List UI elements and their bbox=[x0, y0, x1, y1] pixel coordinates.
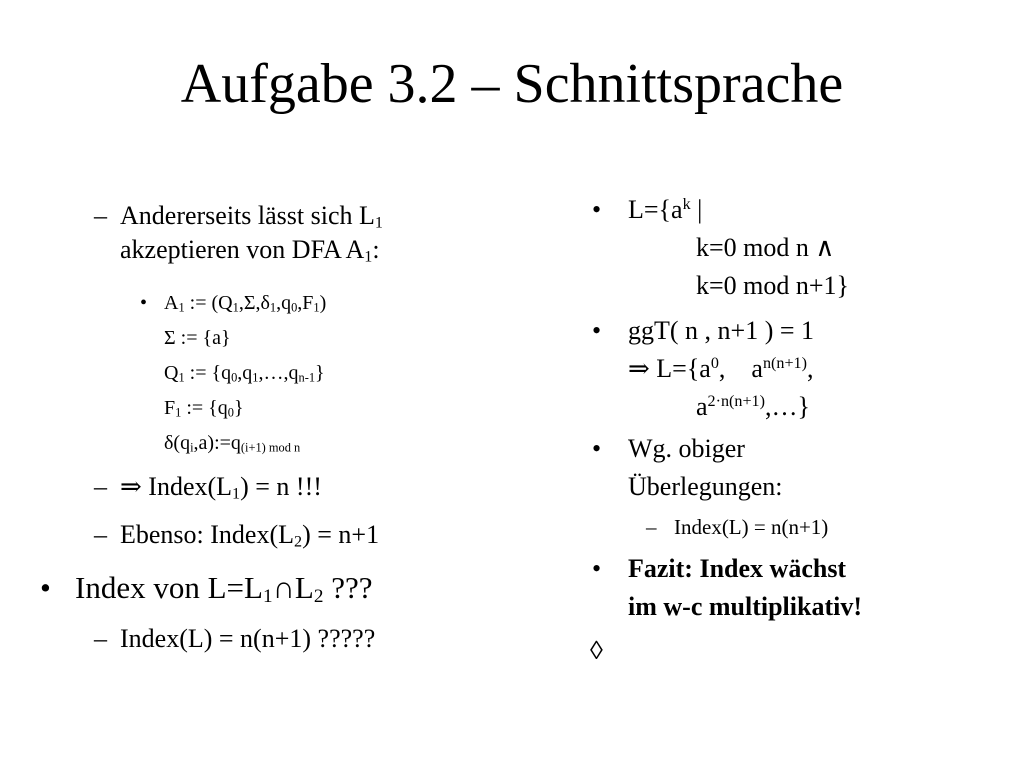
end-of-proof-symbol: ◊ bbox=[590, 636, 603, 665]
def-q: $Q_1$ := $\{q_0,q_1,\dots,q_{n-1}\}$ bbox=[164, 362, 325, 385]
dfa-definition bbox=[164, 286, 326, 461]
left-item-4: Index(L) = n(n+1) ????? bbox=[120, 624, 376, 653]
bullet-marker: • bbox=[592, 554, 602, 583]
dash-marker: – bbox=[94, 201, 107, 230]
bullet-marker: • bbox=[592, 434, 602, 463]
def-delta: $\delta(q_i,a):=q_{(i+1) mod n}$ bbox=[164, 432, 301, 455]
right-bullet-2: ggT( n , n+1 ) = 1 ⇒ $L=\{a^0$, $a^{n(n+1)}$, $a^{2\cdot n(n+1)},\dots$} bbox=[628, 316, 815, 421]
slide-title: Aufgabe 3.2 – Schnittsprache bbox=[180, 53, 844, 115]
left-main-bullet: Index von $L=L_1\cap L_2$ ??? bbox=[75, 570, 373, 608]
def-sigma: Σ := {a} bbox=[164, 327, 231, 349]
right-bullet-1: $L=\{a^k$ | k=0 mod n ∧ k=0 mod n+1} bbox=[628, 195, 850, 300]
right-bullet-3: Wg. obiger Überlegungen: bbox=[628, 434, 783, 501]
left-item-3: Ebenso: $Index(L_2) = n+1$ bbox=[120, 520, 380, 551]
dash-marker: – bbox=[94, 472, 107, 501]
bullet-marker: • bbox=[592, 195, 602, 224]
def-f: $F_1$ := $\{q_0\}$ bbox=[164, 397, 244, 420]
dash-marker: – bbox=[646, 515, 657, 539]
right-sub-item: Index(L) = n(n+1) bbox=[674, 515, 829, 539]
left-item-1: Andererseits lässt sich $L_1$ akzeptieren von DFA $A_1$: bbox=[120, 201, 383, 266]
dash-marker: – bbox=[94, 624, 107, 653]
dash-marker: – bbox=[94, 520, 107, 549]
bullet-marker: • bbox=[140, 292, 148, 314]
def-a: $A_1$ := $(Q_1,\Sigma,\delta_1,q_0,F_1)$ bbox=[164, 292, 327, 315]
bullet-marker: • bbox=[40, 570, 51, 605]
bullet-marker: • bbox=[592, 316, 602, 345]
left-item-2: ⇒ $Index(L_1) = n$ !!! bbox=[120, 472, 322, 503]
right-bullet-4-conclusion: Fazit: Index wächst im w-c multiplikativ! bbox=[628, 554, 862, 621]
